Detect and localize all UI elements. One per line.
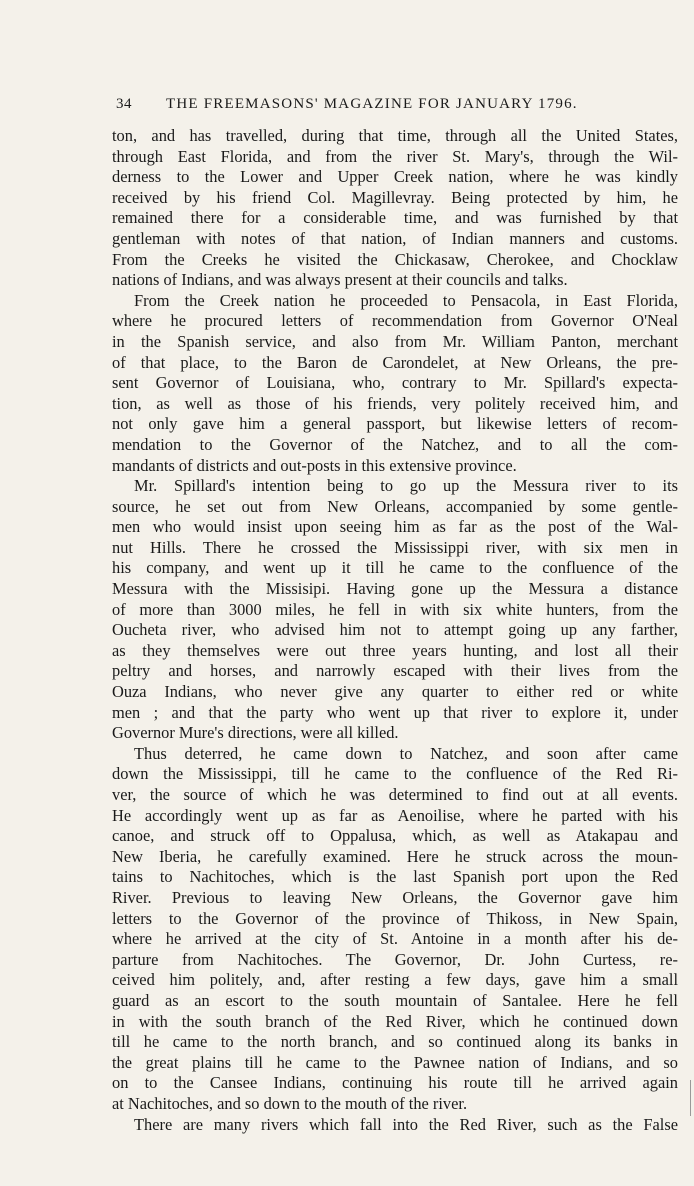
body-line: letters to the Governor of the province of Thikoss, in New Spain,: [112, 908, 678, 928]
body-line: where he arrived at the city of St. Antoine in a month after his de-: [112, 929, 678, 949]
body-line: mandants of districts and out-posts in this extensive province.: [112, 455, 517, 475]
body-line: through East Florida, and from the river St. Mary's, through the Wil-: [112, 146, 678, 166]
body-line: sent Governor of Louisiana, who, contrary to Mr. Spillard's expecta-: [112, 373, 678, 393]
body-line: peltry and horses, and narrowly escaped with their lives from the: [112, 661, 678, 681]
body-line: on to the Cansee Indians, continuing his route till he arrived again: [112, 1073, 678, 1093]
paragraph-start-line: Thus deterred, he came down to Natchez, and soon after came: [134, 743, 678, 763]
page-number: 34: [116, 96, 132, 112]
body-line: men who would insist upon seeing him as far as the post of the Wal-: [112, 517, 678, 537]
body-line: mendation to the Governor of the Natchez, and to all the com-: [112, 434, 678, 454]
body-line: till he came to the north branch, and so continued along its banks in: [112, 1032, 678, 1052]
body-line: where he procured letters of recommendation from Governor O'Neal: [112, 311, 678, 331]
paragraph-start-line: From the Creek nation he proceeded to Pensacola, in East Florida,: [134, 290, 678, 310]
body-line: nut Hills. There he crossed the Mississippi river, with six men in: [112, 537, 678, 557]
body-line: ton, and has travelled, during that time, through all the United States,: [112, 126, 678, 145]
body-line: He accordingly went up as far as Aenoilise, where he parted with his: [112, 805, 678, 825]
body-line: Ouza Indians, who never give any quarter to either red or white: [112, 682, 678, 702]
body-line: as they themselves were out three years hunting, and lost all their: [112, 640, 678, 660]
body-line: From the Creeks he visited the Chickasaw, Cherokee, and Chocklaw: [112, 249, 678, 269]
body-line: at Nachitoches, and so down to the mouth of the river.: [112, 1093, 468, 1113]
body-line: of that place, to the Baron de Carondelet, at New Orleans, the pre-: [112, 352, 678, 372]
body-line: tains to Nachitoches, which is the last Spanish port upon the Red: [112, 867, 678, 887]
body-line: his company, and went up it till he came to the confluence of the: [112, 558, 678, 578]
body-line: canoe, and struck off to Oppalusa, which, as well as Atakapau and: [112, 826, 678, 846]
body-line: the great plains till he came to the Pawnee nation of Indians, and so: [112, 1052, 678, 1072]
body-line: in with the south branch of the Red River, which he continued down: [112, 1011, 678, 1031]
body-line: Governor Mure's directions, were all killed.: [112, 723, 399, 743]
body-line: Oucheta river, who advised him not to attempt going up any farther,: [112, 620, 678, 640]
body-line: ceived him politely, and, after resting a few days, gave him a small: [112, 970, 678, 990]
body-line: men ; and that the party who went up that river to explore it, under: [112, 702, 678, 722]
body-line: down the Mississippi, till he came to the confluence of the Red Ri-: [112, 764, 678, 784]
body-line: nations of Indians, and was always present at their councils and talks.: [112, 270, 568, 290]
paragraph-start-line: There are many rivers which fall into the Red River, such as the False: [134, 1114, 678, 1134]
paragraph-start-line: Mr. Spillard's intention being to go up the Messura river to its: [134, 476, 678, 496]
body-line: source, he set out from New Orleans, accompanied by some gentle-: [112, 496, 678, 516]
body-line: derness to the Lower and Upper Creek nation, where he was kindly: [112, 167, 678, 187]
body-line: tion, as well as those of his friends, very politely received him, and: [112, 393, 678, 413]
document-page: [112, 96, 678, 1135]
article-body: [112, 126, 678, 1135]
body-line: ver, the source of which he was determined to find out at all events.: [112, 785, 678, 804]
body-line: of more than 3000 miles, he fell in with six white hunters, from the: [112, 599, 678, 619]
page-edge-mark: [690, 1080, 691, 1116]
running-header: [112, 96, 678, 122]
body-line: Messura with the Missisipi. Having gone up the Messura a distance: [112, 579, 678, 599]
body-line: guard as an escort to the south mountain of Santalee. Here he fell: [112, 990, 678, 1010]
body-line: not only gave him a general passport, but likewise letters of recom-: [112, 414, 678, 434]
header-title: THE FREEMASONS' MAGAZINE FOR JANUARY 1796.: [166, 96, 578, 112]
body-line: New Iberia, he carefully examined. Here he struck across the moun-: [112, 846, 678, 866]
body-line: River. Previous to leaving New Orleans, the Governor gave him: [112, 887, 678, 907]
body-line: in the Spanish service, and also from Mr. William Panton, merchant: [112, 331, 678, 351]
body-line: gentleman with notes of that nation, of Indian manners and customs.: [112, 228, 678, 248]
body-line: remained there for a considerable time, and was furnished by that: [112, 208, 678, 228]
body-line: parture from Nachitoches. The Governor, Dr. John Curtess, re-: [112, 949, 678, 969]
body-line: received by his friend Col. Magillevray. Being protected by him, he: [112, 187, 678, 207]
